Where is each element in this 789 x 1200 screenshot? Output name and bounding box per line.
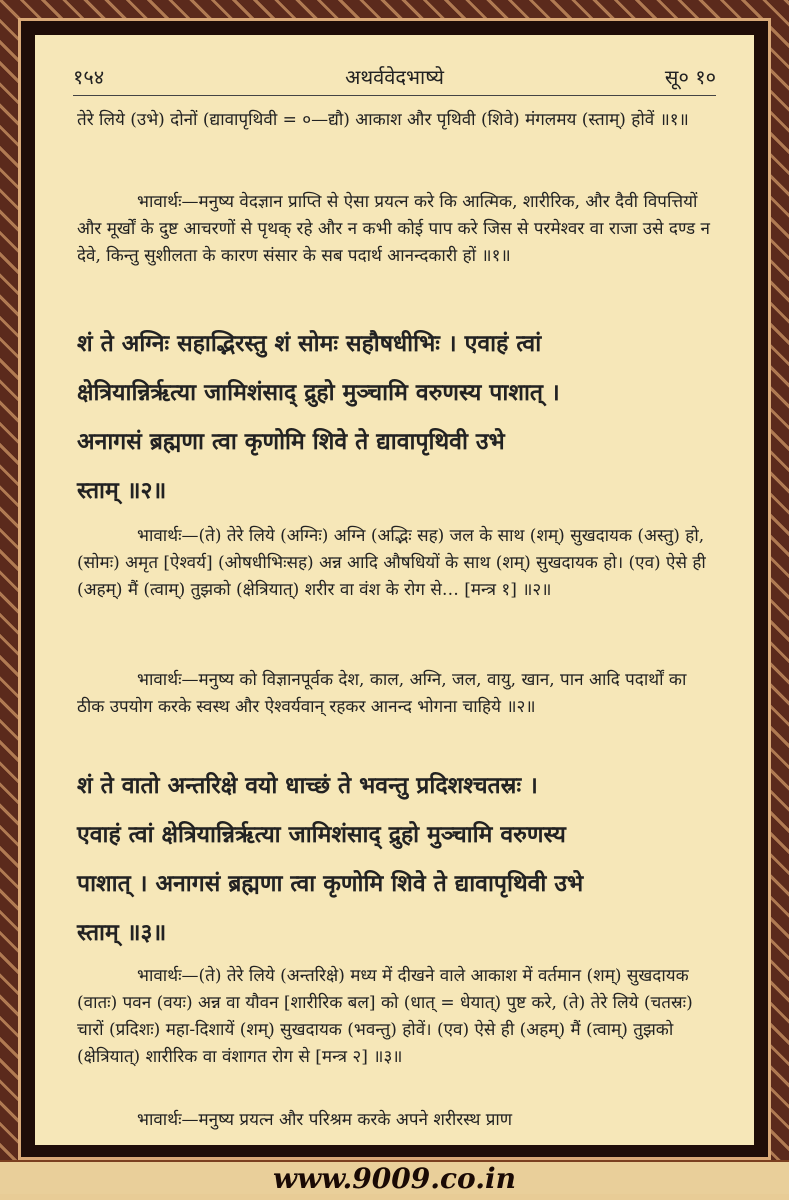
mantra-line: क्षेत्रियान्निर्ऋत्या जामिशंसाद् द्रुहो मुञ्चामि वरुणस्य पाशात् । [77,379,560,406]
mantra-line: अनागसं ब्रह्मणा त्वा कृणोमि शिवे ते द्यावापृथिवी उभे [77,428,505,455]
header-rule [73,95,716,96]
mantra-line: स्ताम् ॥३॥ [77,919,167,946]
bhavarth-1: भावार्थः—मनुष्य वेदज्ञान प्राप्ति से ऐसा प्रयत्न करे कि आत्मिक, शारीरिक, और दैवी विपत्तियों और मूर्खों के दुष्ट आचरणों से पृथक् रहे और न कभी कोई पाप करे जिस से परमेश्वर वा राजा उसे दण्ड न देवे, किन्तु सुशीलता के कारण संसार के सब पदार्थ आनन्दकारी हों ॥१॥ [77,192,710,266]
book-page [35,35,754,1145]
mantra-line: शं ते वातो अन्तरिक्षे वयो धाच्छं ते भवन्तु प्रदिशश्चतस्रः । [77,772,538,799]
bhavarth-2-padartha: भावार्थः—(ते) तेरे लिये (अग्निः) अग्नि (अद्भिः सह) जल के साथ (शम्) सुखदायक (अस्तु) हो, (सोमः) अमृत [ऐश्वर्य] (ओषधीभिःसह) अन्न आदि औषधियों के साथ (शम्) सुखदायक हो। (एव) ऐसे ही (अहम्) मैं (त्वाम्) तुझको (क्षेत्रियात्) शरीर वा वंश के रोग से… [मन्त्र १] ॥२॥ [77,526,706,600]
page-title: अथर्ववेदभाष्ये [345,65,444,89]
paragraph-1: तेरे लिये (उभे) दोनों (द्यावापृथिवी = ०—द्यौ) आकाश और पृथिवी (शिवे) मंगलमय (स्ताम्) होवें ॥१॥ [77,110,689,130]
bhavarth-3-padartha: भावार्थः—(ते) तेरे लिये (अन्तरिक्षे) मध्य में दीखने वाले आकाश में वर्तमान (शम्) सुखदायक (वातः) पवन (वयः) अन्न वा यौवन [शारीरिक बल] को (धात् = धेयात्) पुष्ट करे, (ते) तेरे लिये (चतस्रः) चारों (प्रदिशः) महा-दिशायें (शम्) सुखदायक (भवन्तु) होवें। (एव) ऐसे ही (अहम्) मैं (त्वाम्) तुझको (क्षेत्रियात्) शारीरिक वा वंशागत रोग से [मन्त्र २] ॥३॥ [77,966,693,1067]
mantra-line: पाशात् । अनागसं ब्रह्मणा त्वा कृणोमि शिवे ते द्यावापृथिवी उभे [77,870,584,897]
mantra-line: स्ताम् ॥२॥ [77,477,167,504]
mantra-2 [77,319,714,515]
website-footer[interactable]: www.9009.co.in [0,1162,789,1194]
bhavarth-2: भावार्थः—मनुष्य को विज्ञानपूर्वक देश, काल, अग्नि, जल, वायु, खान, पान आदि पदार्थों का ठीक उपयोग करके स्वस्थ और ऐश्वर्यवान् रहकर आनन्द भोगना चाहिये ॥२॥ [77,670,687,717]
mantra-line: शं ते अग्निः सहाद्भिरस्तु शं सोमः सहौषधीभिः । एवाहं त्वां [77,330,542,357]
section-label: सू० १० [664,65,716,89]
page-header [73,63,716,91]
mantra-3 [77,761,714,957]
bhavarth-3: भावार्थः—मनुष्य प्रयत्न और परिश्रम करके अपने शरीरस्थ प्राण [137,1110,513,1130]
page-number: १५४ [73,65,105,89]
mantra-line: एवाहं त्वां क्षेत्रियान्निर्ऋत्या जामिशंसाद् द्रुहो मुञ्चामि वरुणस्य [77,821,566,848]
